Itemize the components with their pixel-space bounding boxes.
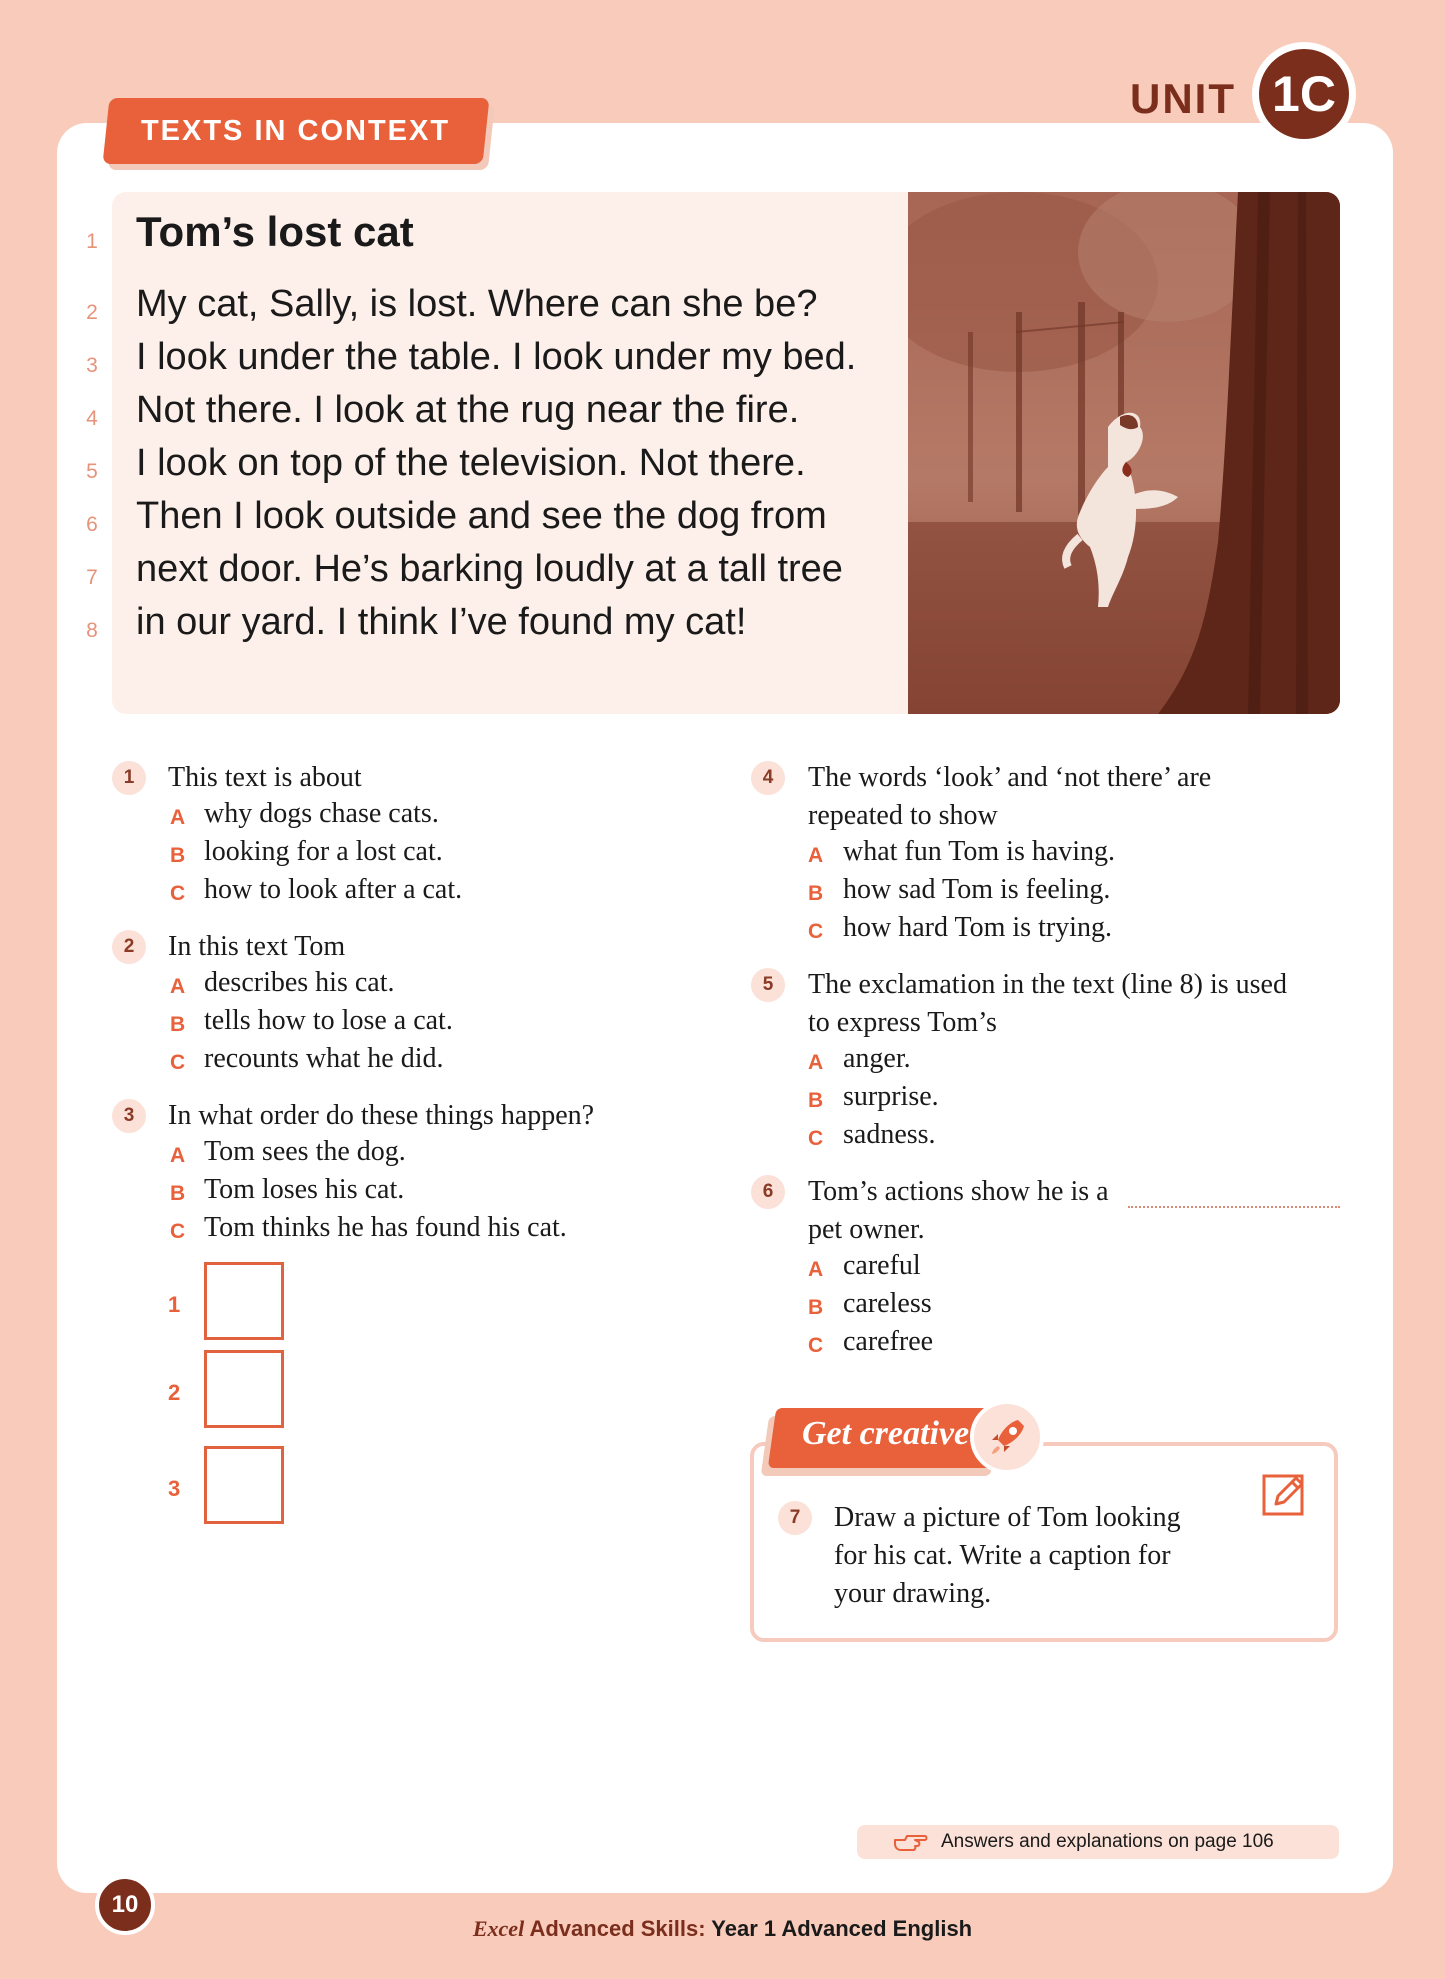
option-text: Tom thinks he has found his cat. [204, 1212, 567, 1243]
option-text[interactable]: describes his cat. [204, 967, 395, 998]
question-stem: The words ‘look’ and ‘not there’ are [808, 762, 1212, 793]
option-letter: A [808, 1051, 824, 1074]
question-number: 3 [112, 1099, 146, 1133]
option-text[interactable]: looking for a lost cat. [204, 836, 443, 867]
option-text[interactable]: carefree [843, 1326, 934, 1357]
option-letter: C [808, 1127, 824, 1150]
option-text[interactable]: sadness. [843, 1119, 936, 1150]
option-text[interactable]: surprise. [843, 1081, 939, 1112]
option-text: Tom sees the dog. [204, 1136, 406, 1167]
answer-blank-line[interactable] [1128, 1206, 1340, 1208]
option-text[interactable]: anger. [843, 1043, 911, 1074]
option-letter: B [808, 1296, 824, 1319]
line-number: 4 [86, 407, 98, 430]
line-number: 6 [86, 513, 98, 536]
answers-reference[interactable] [857, 1825, 1339, 1859]
option-text[interactable]: how hard Tom is trying. [843, 912, 1112, 943]
order-answer-box[interactable] [204, 1446, 284, 1524]
pencil-icon [1262, 1470, 1308, 1516]
footer [0, 1916, 1445, 1942]
order-answer-box[interactable] [204, 1262, 284, 1340]
story-line: in our yard. I think I’ve found my cat! [136, 601, 747, 643]
line-number: 2 [86, 301, 98, 324]
option-text[interactable]: how sad Tom is feeling. [843, 874, 1111, 905]
question-stem: In what order do these things happen? [168, 1100, 595, 1131]
option-text[interactable]: careless [843, 1288, 932, 1319]
option-text: Tom loses his cat. [204, 1174, 405, 1205]
option-text[interactable]: what fun Tom is having. [843, 836, 1116, 867]
order-answer-box[interactable] [204, 1350, 284, 1428]
question-stem: repeated to show [808, 800, 998, 831]
story-line: next door. He’s barking loudly at a tall tree [136, 548, 843, 590]
order-label: 1 [168, 1292, 181, 1317]
option-letter: A [808, 1258, 824, 1281]
option-letter: C [808, 1334, 824, 1357]
question-number: 6 [751, 1175, 785, 1209]
dog-tree-illustration [908, 192, 1340, 714]
option-letter: A [170, 806, 186, 829]
option-letter: B [170, 844, 186, 867]
option-letter: A [170, 975, 186, 998]
creative-prompt-line: your drawing. [834, 1578, 992, 1609]
rocket-icon-svg [984, 1414, 1030, 1460]
option-letter: A [170, 1144, 186, 1167]
footer-title: Year 1 Advanced English [711, 1916, 973, 1941]
option-text[interactable]: recounts what he did. [204, 1043, 444, 1074]
question-number: 4 [751, 761, 785, 795]
story-line: My cat, Sally, is lost. Where can she be? [136, 283, 818, 325]
question-stem: This text is about [168, 762, 362, 793]
line-number: 7 [86, 566, 98, 589]
pointing-hand-icon [893, 1832, 929, 1852]
dog-tree-photo [908, 192, 1340, 714]
line-number: 1 [86, 230, 98, 253]
order-label: 3 [168, 1476, 181, 1501]
story-line: I look under the table. I look under my bed. [136, 336, 857, 378]
line-number: 5 [86, 460, 98, 483]
creative-prompt-line: Draw a picture of Tom looking [834, 1502, 1181, 1533]
question-number: 2 [112, 930, 146, 964]
question-stem: In this text Tom [168, 931, 346, 962]
story-line: I look on top of the television. Not there. [136, 442, 806, 484]
story-line: Not there. I look at the rug near the fire. [136, 389, 800, 431]
footer-brand: Excel [472, 1916, 525, 1941]
question-number: 5 [751, 968, 785, 1002]
story-line: Then I look outside and see the dog from [136, 495, 827, 537]
option-text[interactable]: careful [843, 1250, 921, 1281]
order-label: 2 [168, 1380, 181, 1405]
option-letter: C [170, 1220, 186, 1243]
page-number: 10 [95, 1875, 155, 1935]
question-stem: The exclamation in the text (line 8) is used [808, 969, 1287, 1000]
option-letter: C [808, 920, 824, 943]
line-number: 8 [86, 619, 98, 642]
story-title: Tom’s lost cat [136, 208, 414, 255]
footer-series: Advanced Skills: [529, 1916, 706, 1941]
question-number: 7 [778, 1501, 812, 1535]
option-text[interactable]: tells how to lose a cat. [204, 1005, 453, 1036]
option-letter: B [170, 1182, 186, 1205]
option-letter: B [808, 1089, 824, 1112]
option-letter: B [808, 882, 824, 905]
line-number: 3 [86, 354, 98, 377]
option-letter: A [808, 844, 824, 867]
question-stem: Tom’s actions show he is a [808, 1176, 1109, 1207]
question-stem: pet owner. [808, 1214, 925, 1245]
get-creative-title: Get creative [802, 1415, 970, 1452]
option-letter: B [170, 1013, 186, 1036]
question-stem: to express Tom’s [808, 1007, 997, 1038]
option-text[interactable]: how to look after a cat. [204, 874, 463, 905]
answers-reference-text: Answers and explanations on page 106 [941, 1831, 1274, 1852]
question-number: 1 [112, 761, 146, 795]
unit-code-badge: 1C [1252, 42, 1356, 146]
option-text[interactable]: why dogs chase cats. [204, 798, 439, 829]
section-tab-label: TEXTS IN CONTEXT [141, 114, 451, 147]
rocket-icon [970, 1400, 1044, 1474]
creative-prompt-line: for his cat. Write a caption for [834, 1540, 1171, 1571]
option-letter: C [170, 1051, 186, 1074]
section-tab [103, 98, 490, 164]
unit-label: UNIT [1130, 75, 1236, 122]
option-letter: C [170, 882, 186, 905]
